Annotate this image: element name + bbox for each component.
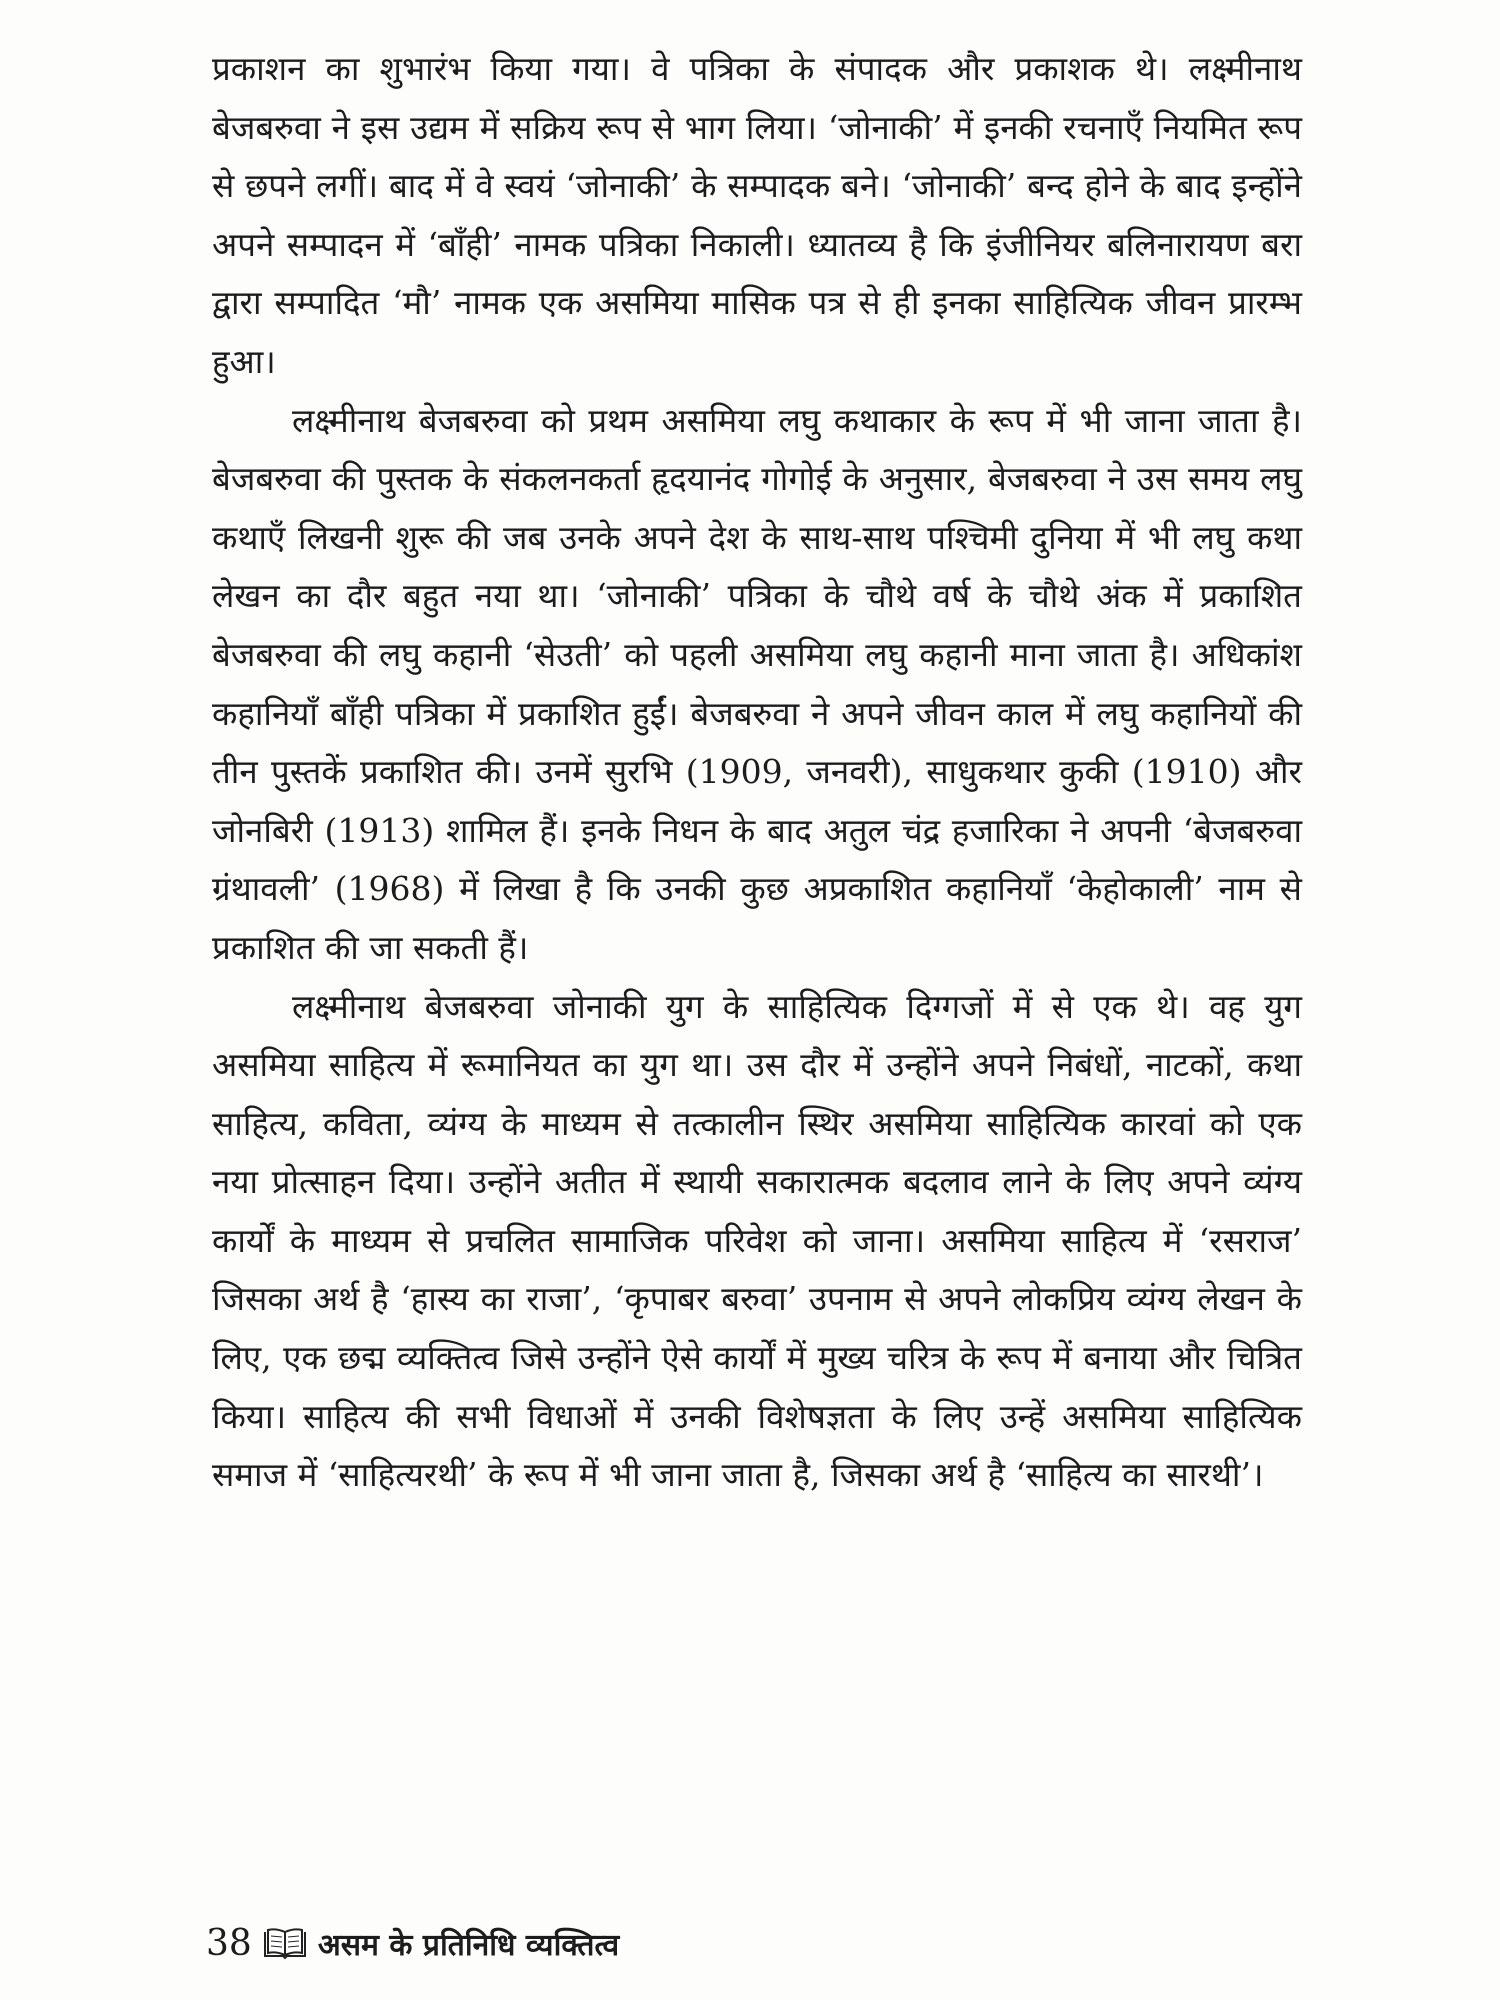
book-title: असम के प्रतिनिधि व्यक्तित्व <box>317 1927 620 1963</box>
page-number: 38 <box>206 1922 252 1964</box>
body-text <box>212 40 1302 1505</box>
open-book-icon <box>262 1926 308 1960</box>
paragraph-3: लक्ष्मीनाथ बेजबरुवा जोनाकी युग के साहित्यिक दिग्गजों में से एक थे। वह युग असमिया साहित्य में रूमानियत का युग था। उस दौर में उन्होंने अपने निबंधों, नाटकों, कथा साहित्य, कविता, व्यंग्य के माध्यम से तत्कालीन स्थिर असमिया साहित्यिक कारवां को एक नया प्रोत्साहन दिया। उन्होंने अतीत में स्थायी सकारात्मक बदलाव लाने के लिए अपने व्यंग्य कार्यों के माध्यम से प्रचलित सामाजिक परिवेश को जाना। असमिया साहित्य में ‘रसराज’ जिसका अर्थ है ‘हास्य का राजा’, ‘कृपाबर बरुवा’ उपनाम से अपने लोकप्रिय व्यंग्य लेखन के लिए, एक छद्म व्यक्तित्व जिसे उन्होंने ऐसे कार्यों में मुख्य चरित्र के रूप में बनाया और चित्रित किया। साहित्य की सभी विधाओं में उनकी विशेषज्ञता के लिए उन्हें असमिया साहित्यिक समाज में ‘साहित्यरथी’ के रूप में भी जाना जाता है, जिसका अर्थ है ‘साहित्य का सारथी’। <box>212 986 1302 1495</box>
paragraph-1: प्रकाशन का शुभारंभ किया गया। वे पत्रिका के संपादक और प्रकाशक थे। लक्ष्मीनाथ बेजबरुवा ने इस उद्यम में सक्रिय रूप से भाग लिया। ‘जोनाकी’ में इनकी रचनाएँ नियमित रूप से छपने लगीं। बाद में वे स्वयं ‘जोनाकी’ के सम्पादक बने। ‘जोनाकी’ बन्द होने के बाद इन्होंने अपने सम्पादन में ‘बाँही’ नामक पत्रिका निकाली। ध्यातव्य है कि इंजीनियर बलिनारायण बरा द्वारा सम्पादित ‘मौ’ नामक एक असमिया मासिक पत्र से ही इनका साहित्यिक जीवन प्रारम्भ हुआ। <box>212 49 1302 381</box>
paragraph-2: लक्ष्मीनाथ बेजबरुवा को प्रथम असमिया लघु कथाकार के रूप में भी जाना जाता है। बेजबरुवा की पुस्तक के संकलनकर्ता हृदयानंद गोगोई के अनुसार, बेजबरुवा ने उस समय लघु कथाएँ लिखनी शुरू की जब उनके अपने देश के साथ-साथ पश्चिमी दुनिया में भी लघु कथा लेखन का दौर बहुत नया था। ‘जोनाकी’ पत्रिका के चौथे वर्ष के चौथे अंक में प्रकाशित बेजबरुवा की लघु कहानी ‘सेउती’ को पहली असमिया लघु कहानी माना जाता है। अधिकांश कहानियाँ बाँही पत्रिका में प्रकाशित हुईं। बेजबरुवा ने अपने जीवन काल में लघु कहानियों की तीन पुस्तकें प्रकाशित की। उनमें सुरभि (1909, जनवरी), साधुकथार कुकी (1910) और जोनबिरी (1913) शामिल हैं। इनके निधन के बाद अतुल चंद्र हजारिका ने अपनी ‘बेजबरुवा ग्रंथावली’ (1968) में लिखा है कि उनकी कुछ अप्रकाशित कहानियाँ ‘केहोकाली’ नाम से प्रकाशित की जा सकती हैं। <box>212 400 1302 967</box>
page-footer <box>206 1918 619 1968</box>
